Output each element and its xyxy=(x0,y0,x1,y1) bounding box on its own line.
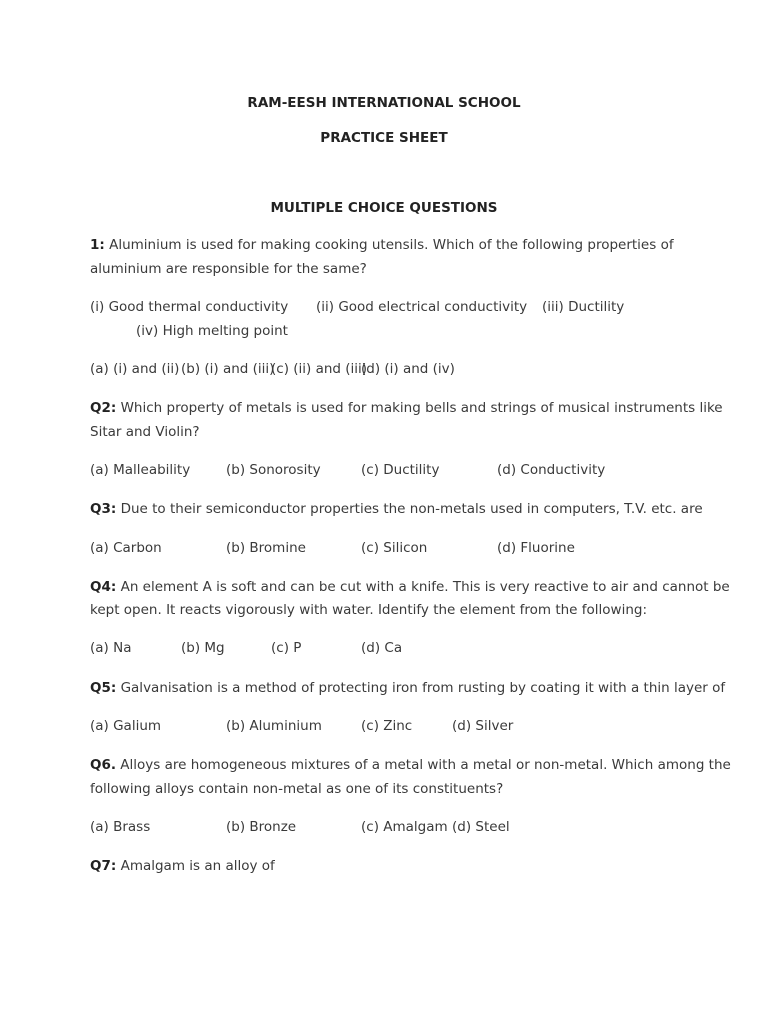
question-4-text: An element A is soft and can be cut with a knife. This is very reactive to air and cannot be xyxy=(120,579,730,595)
question-4-line-2: kept open. It reacts vigorously with water. Identify the element from the following: xyxy=(90,602,648,618)
question-1-statement-3: (iii) Ductility xyxy=(542,299,625,315)
question-6-line-2: following alloys contain non-metal as one of its constituents? xyxy=(90,781,504,797)
question-5-number: Q5: xyxy=(90,680,117,696)
question-6-option-a: (a) Brass xyxy=(90,819,151,835)
question-5-option-c: (c) Zinc xyxy=(361,718,413,734)
question-7-number: Q7: xyxy=(90,858,117,874)
question-6-option-c: (c) Amalgam xyxy=(361,819,448,835)
question-4-option-d: (d) Ca xyxy=(361,640,403,656)
question-2-option-c: (c) Ductility xyxy=(361,462,440,478)
question-1-option-d: (d) (i) and (iv) xyxy=(361,361,455,377)
question-1-option-b: (b) (i) and (iii) xyxy=(181,361,275,377)
question-5-option-d: (d) Silver xyxy=(452,718,514,734)
question-2-option-d: (d) Conductivity xyxy=(497,462,606,478)
question-1-statement-2: (ii) Good electrical conductivity xyxy=(316,299,528,315)
question-6-number: Q6. xyxy=(90,757,116,773)
question-2-number: Q2: xyxy=(90,400,117,416)
question-3-option-a: (a) Carbon xyxy=(90,540,162,556)
question-6-option-b: (b) Bronze xyxy=(226,819,297,835)
question-6-text: Alloys are homogeneous mixtures of a metal with a metal or non-metal. Which among the xyxy=(120,757,731,773)
question-1-number: 1: xyxy=(90,237,105,253)
question-5-option-b: (b) Aluminium xyxy=(226,718,322,734)
question-1-text: Aluminium is used for making cooking utensils. Which of the following properties of xyxy=(109,237,674,253)
question-5-option-a: (a) Galium xyxy=(90,718,162,734)
question-3-option-d: (d) Fluorine xyxy=(497,540,575,556)
question-2-text: Which property of metals is used for making bells and strings of musical instruments like xyxy=(120,400,723,416)
question-4-option-c: (c) P xyxy=(271,640,302,656)
question-2-option-b: (b) Sonorosity xyxy=(226,462,321,478)
question-3-text: Due to their semiconductor properties the non-metals used in computers, T.V. etc. are xyxy=(120,501,703,517)
question-3-line-1 xyxy=(90,500,703,518)
question-4-option-b: (b) Mg xyxy=(181,640,225,656)
question-3-number: Q3: xyxy=(90,501,117,517)
school-title: RAM-EESH INTERNATIONAL SCHOOL xyxy=(247,95,521,111)
section-title: MULTIPLE CHOICE QUESTIONS xyxy=(270,200,498,216)
question-4-option-a: (a) Na xyxy=(90,640,132,656)
question-1-line-1 xyxy=(90,236,674,254)
question-6-option-d: (d) Steel xyxy=(452,819,510,835)
question-3-option-c: (c) Silicon xyxy=(361,540,428,556)
question-6-line-1 xyxy=(90,756,731,774)
question-2-option-a: (a) Malleability xyxy=(90,462,191,478)
question-1-statement-1: (i) Good thermal conductivity xyxy=(90,299,289,315)
question-7-line-1 xyxy=(90,857,275,875)
question-7-text: Amalgam is an alloy of xyxy=(120,858,275,874)
question-4-number: Q4: xyxy=(90,579,117,595)
question-3-option-b: (b) Bromine xyxy=(226,540,306,556)
question-4-line-1 xyxy=(90,578,730,596)
question-1-statement-4: (iv) High melting point xyxy=(136,323,288,339)
question-1-line-2: aluminium are responsible for the same? xyxy=(90,261,367,277)
sheet-title: PRACTICE SHEET xyxy=(320,130,448,146)
question-5-text: Galvanisation is a method of protecting iron from rusting by coating it with a thin layer of xyxy=(120,680,726,696)
question-5-line-1 xyxy=(90,679,725,697)
question-2-line-2: Sitar and Violin? xyxy=(90,424,200,440)
question-2-line-1 xyxy=(90,399,723,417)
question-1-option-a: (a) (i) and (ii) xyxy=(90,361,180,377)
question-1-option-c: (c) (ii) and (iii) xyxy=(271,361,368,377)
